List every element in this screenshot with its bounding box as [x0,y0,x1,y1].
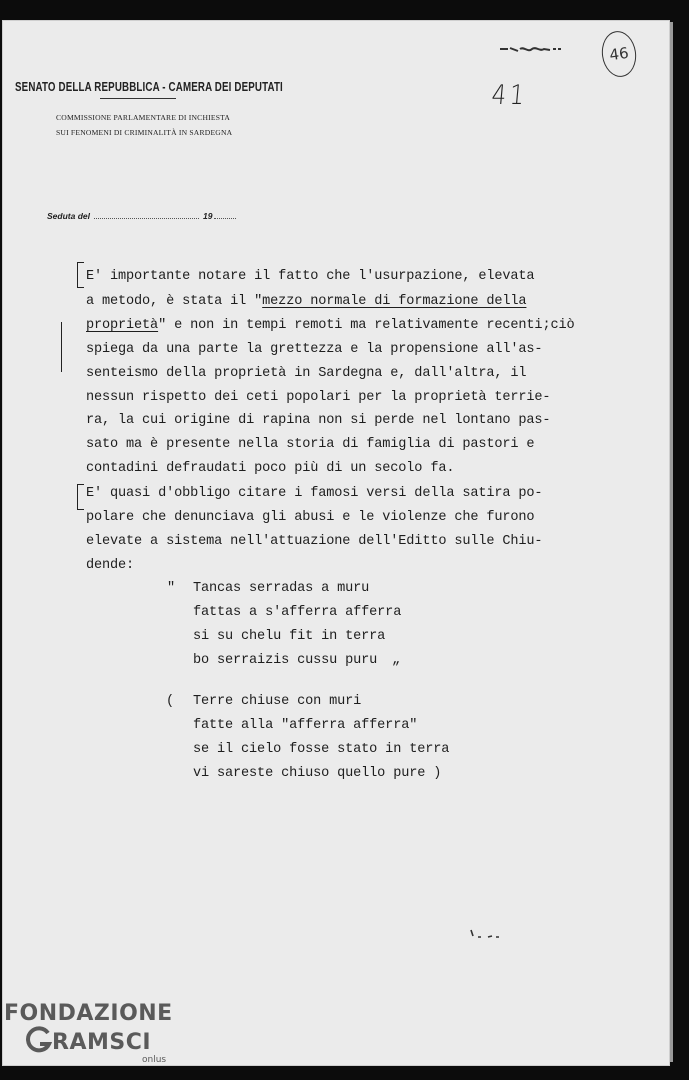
watermark-line-2: RAMSCI [52,1030,152,1055]
body-line-3 [86,318,574,333]
verse-open-quote: " [167,581,176,596]
italian-verse-1: Terre chiuse con muri [193,694,362,709]
sardinian-verse-4: bo serraizis cussu puru [193,653,378,668]
ink-stamp-mark [500,46,562,53]
body-line-11: polare che denunciava gli abusi e le violenze che furono [86,510,535,525]
paragraph-bracket-1 [77,262,84,288]
underlined-word: proprietà [86,318,159,333]
stray-ink-marks [468,928,508,944]
handwritten-page-number: 41 [490,80,530,111]
translation-open-paren: ( [166,694,175,709]
body-line-3-rest: " e non in tempi remoti ma relativamente recenti;ciò [158,318,575,333]
italian-verse-2: fatte alla "afferra afferra" [193,718,418,733]
italian-verse-4: vi sareste chiuso quello pure ) [193,766,442,781]
commission-line-2: SUI FENOMENI DI CRIMINALITÀ IN SARDEGNA [56,128,233,137]
body-line-13: dende: [86,558,135,573]
sardinian-verse-1: Tancas serradas a muru [193,581,370,596]
paragraph-bracket-2 [77,484,84,510]
letterhead-rule [100,98,176,99]
body-line-5: senteismo della proprietà in Sardegna e, dall'altra, il [86,366,527,381]
verse-close-quote: „ [392,653,401,668]
seduta-date-blank [94,218,199,219]
body-line-2 [86,294,526,309]
body-line-9: contadini defraudati poco più di un secolo fa. [86,461,455,476]
seduta-label: Seduta del [47,211,90,221]
body-line-8: sato ma è presente nella storia di famiglia di pastori e [86,437,535,452]
seduta-year: 19 [202,211,213,221]
page-edge [670,22,673,1062]
body-line-6: nessun rispetto dei ceti popolari per la proprietà terrie- [86,390,551,405]
watermark-line-1: FONDAZIONE [4,1001,173,1026]
seduta-year-blank [214,218,236,219]
sardinian-verse-3: si su chelu fit in terra [193,629,386,644]
body-line-2-start: a metodo, è stata il " [86,294,263,309]
circled-page-number: 46 [599,29,639,79]
margin-vertical-bar [61,322,62,372]
body-line-1: E' importante notare il fatto che l'usurpazione, elevata [86,269,535,284]
italian-verse-3: se il cielo fosse stato in terra [193,742,450,757]
body-line-4: spiega da una parte la grettezza e la propensione all'as- [86,342,543,357]
watermark-line-3: onlus [142,1055,167,1065]
sardinian-verse-2: fattas a s'afferra afferra [193,605,402,620]
body-line-7: ra, la cui origine di rapina non si perde nel lontano pas- [86,413,551,428]
commission-line-1: COMMISSIONE PARLAMENTARE DI INCHIESTA [56,113,231,122]
watermark-g-logo-icon [26,1026,52,1054]
seduta-field [47,211,236,221]
body-line-10: E' quasi d'obbligo citare i famosi versi della satira po- [86,486,543,501]
letterhead-title: SENATO DELLA REPUBBLICA - CAMERA DEI DEPUTATI [15,80,283,94]
body-line-12: elevate a sistema nell'attuazione dell'Editto sulle Chiu- [86,534,543,549]
underlined-phrase: mezzo normale di formazione della [262,294,527,309]
